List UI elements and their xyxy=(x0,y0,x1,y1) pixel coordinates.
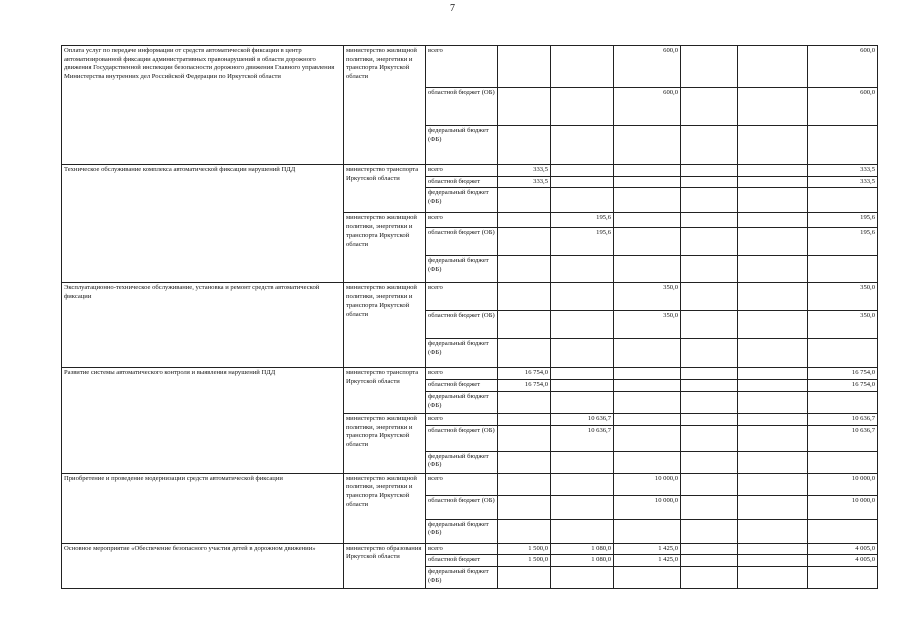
source-label: всего xyxy=(426,283,498,311)
value-cell: 333,5 xyxy=(808,176,878,188)
value-cell: 600,0 xyxy=(614,46,681,88)
value-cell: 10 000,0 xyxy=(808,495,878,519)
value-cell: 10 636,7 xyxy=(808,413,878,425)
page-number: 7 xyxy=(450,3,455,14)
activity-name: Основное мероприятие «Обеспечение безопасного участия детей в дорожном движении» xyxy=(62,543,344,588)
source-label: федеральный бюджет (ФБ) xyxy=(426,188,498,213)
source-label: областной бюджет (ОБ) xyxy=(426,88,498,126)
source-label: всего xyxy=(426,473,498,495)
table-row xyxy=(62,165,878,177)
executor: министерство жилищной политики, энергетики и транспорта Иркутской области xyxy=(344,473,426,543)
activity-name: Техническое обслуживание комплекса автоматической фиксации нарушений ПДД xyxy=(62,165,344,283)
value-cell: 4 005,0 xyxy=(808,555,878,567)
source-label: всего xyxy=(426,368,498,380)
source-label: всего xyxy=(426,46,498,88)
source-label: федеральный бюджет (ФБ) xyxy=(426,566,498,588)
source-label: федеральный бюджет (ФБ) xyxy=(426,126,498,165)
source-label: всего xyxy=(426,165,498,177)
value-cell: 1 500,0 xyxy=(498,555,551,567)
activity-name: Оплата услуг по передаче информации от средств автоматической фиксации в центр автоматизированной фиксации административных правонарушений в области дорожного движения Государственной инспекции безопасности дорожного движения Главного управления Министерства внутренних дел Российской Федерации по Иркутской области xyxy=(62,46,344,165)
source-label: областной бюджет xyxy=(426,555,498,567)
value-cell: 10 636,7 xyxy=(551,413,614,425)
source-label: областной бюджет xyxy=(426,176,498,188)
table-row xyxy=(62,543,878,555)
executor: министерство образования Иркутской области xyxy=(344,543,426,588)
source-label: областной бюджет (ОБ) xyxy=(426,311,498,339)
value-cell: 195,6 xyxy=(551,213,614,228)
value-cell: 333,5 xyxy=(498,176,551,188)
source-label: областной бюджет (ОБ) xyxy=(426,228,498,256)
value-cell: 10 636,7 xyxy=(808,425,878,451)
value-cell: 350,0 xyxy=(808,283,878,311)
value-cell: 350,0 xyxy=(614,283,681,311)
source-label: федеральный бюджет (ФБ) xyxy=(426,339,498,368)
value-cell: 1 080,0 xyxy=(551,555,614,567)
source-label: областной бюджет (ОБ) xyxy=(426,495,498,519)
source-label: всего xyxy=(426,413,498,425)
executor: министерство транспорта Иркутской области xyxy=(344,165,426,213)
table-row xyxy=(62,368,878,380)
activity-name: Развитие системы автоматического контроля и выявления нарушений ПДД xyxy=(62,368,344,473)
value-cell: 4 005,0 xyxy=(808,543,878,555)
executor: министерство жилищной политики, энергетики и транспорта Иркутской области xyxy=(344,283,426,368)
value-cell: 1 080,0 xyxy=(551,543,614,555)
value-cell: 195,6 xyxy=(808,213,878,228)
source-label: всего xyxy=(426,213,498,228)
executor: министерство транспорта Иркутской области xyxy=(344,368,426,413)
table-row xyxy=(62,283,878,311)
value-cell: 10 000,0 xyxy=(614,473,681,495)
value-cell: 195,6 xyxy=(808,228,878,256)
source-label: федеральный бюджет (ФБ) xyxy=(426,256,498,283)
value-cell: 10 000,0 xyxy=(614,495,681,519)
source-label: областной бюджет xyxy=(426,380,498,392)
budget-table xyxy=(61,45,878,589)
activity-name: Приобретение и проведение модернизации средств автоматической фиксации xyxy=(62,473,344,543)
table-row xyxy=(62,46,878,88)
source-label: областной бюджет (ОБ) xyxy=(426,425,498,451)
value-cell: 195,6 xyxy=(551,228,614,256)
activity-name: Эксплуатационно-техническое обслуживание, установка и ремонт средств автоматической фиксации xyxy=(62,283,344,368)
executor: министерство жилищной политики, энергетики и транспорта Иркутской области xyxy=(344,213,426,283)
source-label: федеральный бюджет (ФБ) xyxy=(426,451,498,473)
value-cell: 10 636,7 xyxy=(551,425,614,451)
value-cell: 16 754,0 xyxy=(808,380,878,392)
source-label: всего xyxy=(426,543,498,555)
value-cell: 1 425,0 xyxy=(614,543,681,555)
executor: министерство жилищной политики, энергетики и транспорта Иркутской области xyxy=(344,413,426,473)
source-label: федеральный бюджет (ФБ) xyxy=(426,519,498,543)
executor: министерство жилищной политики, энергетики и транспорта Иркутской области xyxy=(344,46,426,165)
value-cell: 16 754,0 xyxy=(498,368,551,380)
value-cell: 1 425,0 xyxy=(614,555,681,567)
value-cell: 350,0 xyxy=(614,311,681,339)
value-cell: 1 500,0 xyxy=(498,543,551,555)
source-label: федеральный бюджет (ФБ) xyxy=(426,391,498,413)
value-cell: 16 754,0 xyxy=(808,368,878,380)
value-cell: 333,5 xyxy=(498,165,551,177)
value-cell: 600,0 xyxy=(808,88,878,126)
table-row xyxy=(62,473,878,495)
value-cell: 600,0 xyxy=(808,46,878,88)
value-cell: 10 000,0 xyxy=(808,473,878,495)
value-cell: 16 754,0 xyxy=(498,380,551,392)
value-cell: 350,0 xyxy=(808,311,878,339)
value-cell: 333,5 xyxy=(808,165,878,177)
value-cell: 600,0 xyxy=(614,88,681,126)
